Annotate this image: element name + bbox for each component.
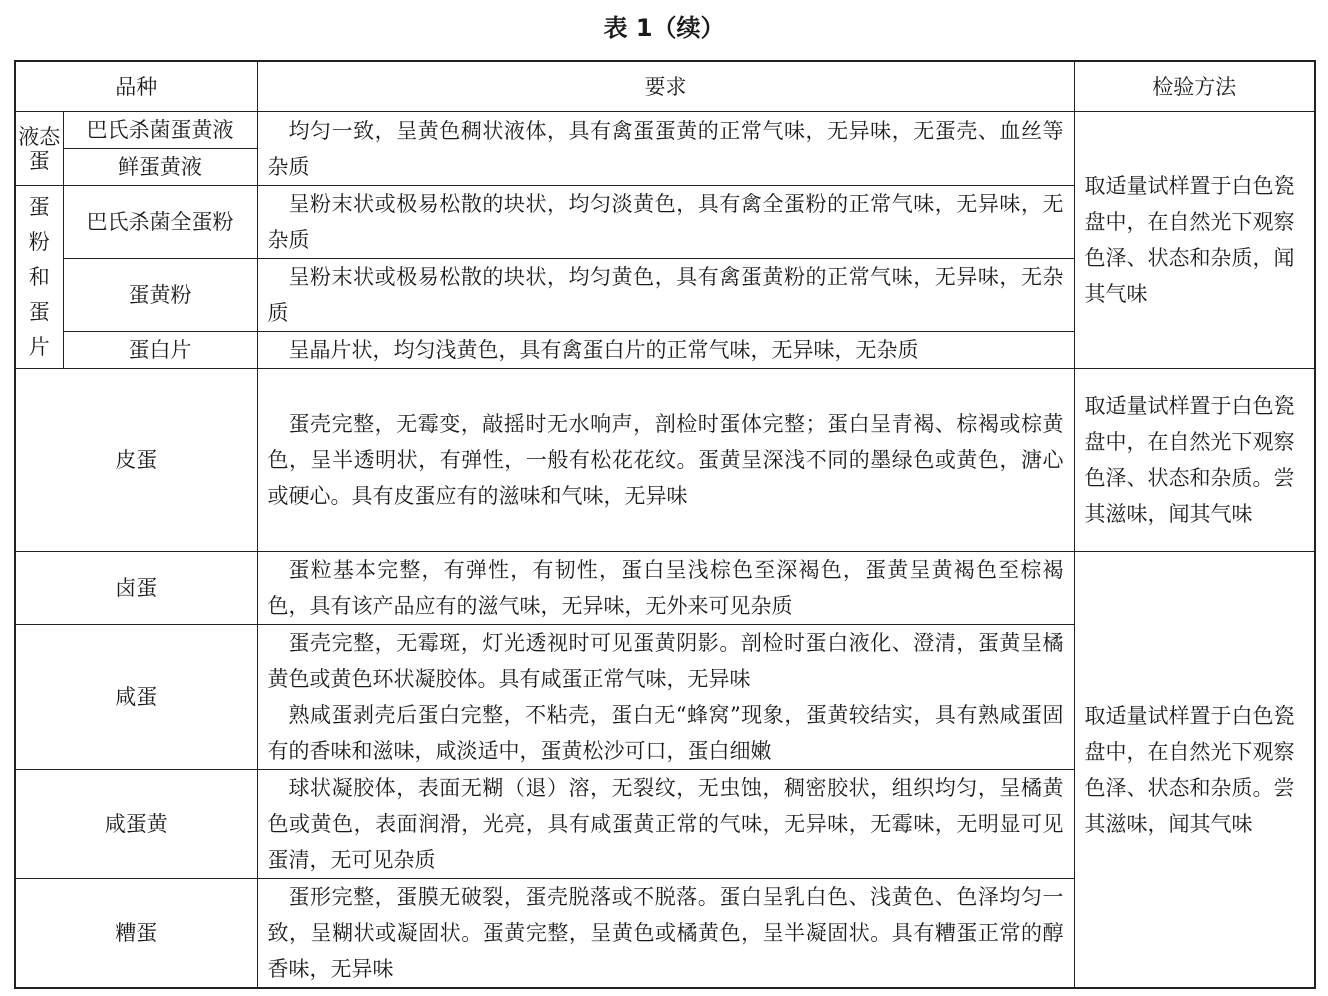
requirement-cell: 球状凝胶体，表面无糊（退）溶，无裂纹，无虫蚀，稠密胶状，组织均匀，呈橘黄色或黄色，表面润滑，光亮，具有咸蛋黄正常的气味，无异味，无霉味，无明显可见蛋清，无可见杂质 [257, 770, 1074, 879]
group-liquid-egg: 液态蛋 [15, 112, 63, 186]
requirement-cell: 蛋粒基本完整，有弹性，有韧性，蛋白呈浅棕色至深褐色，蛋黄呈黄褐色至棕褐色，具有该产品应有的滋气味，无异味，无外来可见杂质 [257, 552, 1074, 625]
requirement-cell [257, 625, 1074, 770]
variety-cell: 糟蛋 [15, 879, 257, 989]
requirement-paragraph: 熟咸蛋剥壳后蛋白完整，不粘壳，蛋白无“蜂窝”现象，蛋黄较结实，具有熟咸蛋固有的香味和滋味，咸淡适中，蛋黄松沙可口，蛋白细嫩 [267, 703, 1064, 763]
requirement-cell: 呈粉末状或极易松散的块状，均匀黄色，具有禽蛋黄粉的正常气味，无异味，无杂质 [257, 259, 1074, 332]
header-method: 检验方法 [1074, 61, 1315, 112]
method-cell: 取适量试样置于白色瓷盘中，在自然光下观察色泽、状态和杂质，闻其气味 [1074, 112, 1315, 369]
method-cell: 取适量试样置于白色瓷盘中，在自然光下观察色泽、状态和杂质。尝其滋味，闻其气味 [1074, 552, 1315, 989]
requirement-cell: 蛋壳完整，无霉变，敲摇时无水响声，剖检时蛋体完整；蛋白呈青褐、棕褐或棕黄色，呈半透明状，有弹性，一般有松花花纹。蛋黄呈深浅不同的墨绿色或黄色，溏心或硬心。具有皮蛋应有的滋味和气味，无异味 [257, 369, 1074, 552]
header-variety: 品种 [15, 61, 257, 112]
table-row [15, 369, 1315, 552]
variety-cell: 蛋黄粉 [63, 259, 257, 332]
variety-cell: 皮蛋 [15, 369, 257, 552]
variety-cell: 鲜蛋黄液 [63, 149, 257, 186]
egg-product-requirements-table [14, 60, 1316, 989]
variety-cell: 卤蛋 [15, 552, 257, 625]
requirement-cell: 均匀一致，呈黄色稠状液体，具有禽蛋蛋黄的正常气味，无异味，无蛋壳、血丝等杂质 [257, 112, 1074, 186]
group-powder-flakes-label: 蛋粉和蛋片 [28, 194, 50, 359]
table-caption: 表 1（续） [603, 14, 725, 42]
requirement-cell: 呈粉末状或极易松散的块状，均匀淡黄色，具有禽全蛋粉的正常气味，无异味，无杂质 [257, 186, 1074, 259]
variety-cell: 巴氏杀菌蛋黄液 [63, 112, 257, 149]
header-requirement: 要求 [257, 61, 1074, 112]
group-powder-flakes [15, 186, 63, 369]
requirement-cell: 蛋形完整，蛋膜无破裂，蛋壳脱落或不脱落。蛋白呈乳白色、浅黄色、色泽均匀一致，呈糊状或凝固状。蛋黄完整，呈黄色或橘黄色，呈半凝固状。具有糟蛋正常的醇香味，无异味 [257, 879, 1074, 989]
table-row [15, 552, 1315, 625]
table-row [15, 112, 1315, 149]
variety-cell: 咸蛋黄 [15, 770, 257, 879]
variety-cell: 巴氏杀菌全蛋粉 [63, 186, 257, 259]
requirement-cell: 呈晶片状，均匀浅黄色，具有禽蛋白片的正常气味，无异味，无杂质 [257, 332, 1074, 369]
header-row [15, 61, 1315, 112]
standard-table-container [14, 60, 1316, 989]
variety-cell: 蛋白片 [63, 332, 257, 369]
requirement-paragraph: 蛋壳完整，无霉斑，灯光透视时可见蛋黄阴影。剖检时蛋白液化、澄清，蛋黄呈橘黄色或黄色环状凝胶体。具有咸蛋正常气味，无异味 [267, 631, 1064, 691]
method-cell: 取适量试样置于白色瓷盘中，在自然光下观察色泽、状态和杂质。尝其滋味，闻其气味 [1074, 369, 1315, 552]
variety-cell: 咸蛋 [15, 625, 257, 770]
